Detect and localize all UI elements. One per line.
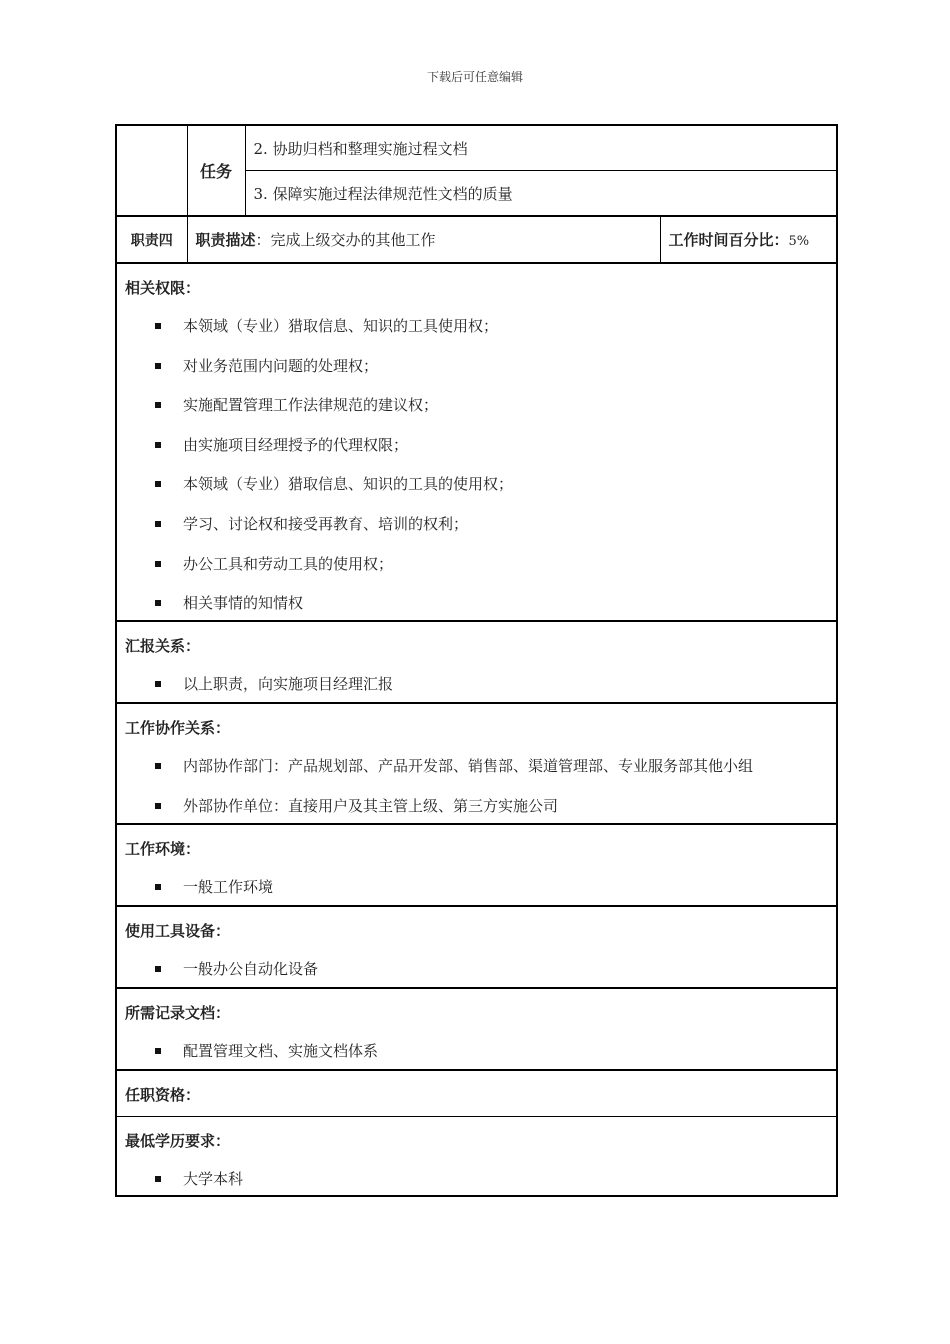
section-title: 最低学历要求： xyxy=(125,1132,231,1150)
section-title: 任职资格： xyxy=(125,1086,201,1104)
duty-desc-value: ：完成上级交办的其他工作 xyxy=(255,231,436,249)
bullet-icon xyxy=(155,763,161,769)
list-item: 学习、讨论权和接受再教育、培训的权利； xyxy=(125,504,828,544)
list-item: 本领域（专业）猎取信息、知识的工具的使用权； xyxy=(125,464,828,504)
bullet-icon xyxy=(155,561,161,567)
list-item: 内部协作部门：产品规划部、产品开发部、销售部、渠道管理部、专业服务部其他小组 xyxy=(125,746,828,786)
task-item: 2. 协助归档和整理实施过程文档 xyxy=(245,126,836,171)
bullet-icon xyxy=(155,402,161,408)
empty-cell xyxy=(117,126,187,216)
section-title: 相关权限： xyxy=(125,279,201,297)
list-item: 实施配置管理工作法律规范的建议权； xyxy=(125,385,828,425)
bullet-icon xyxy=(155,363,161,369)
list-item: 相关事情的知情权 xyxy=(125,583,828,623)
section-qualifications xyxy=(117,1071,836,1117)
duty-desc-label: 职责描述 xyxy=(195,231,256,249)
tasks-table xyxy=(117,126,836,264)
list-item: 大学本科 xyxy=(125,1159,828,1199)
list-item: 办公工具和劳动工具的使用权； xyxy=(125,544,828,584)
section-education xyxy=(117,1117,836,1197)
bullet-icon xyxy=(155,1176,161,1182)
bullet-icon xyxy=(155,442,161,448)
section-title: 使用工具设备： xyxy=(125,922,231,940)
bullet-icon xyxy=(155,600,161,606)
list-item: 对业务范围内问题的处理权； xyxy=(125,346,828,386)
header-note: 下载后可任意编辑 xyxy=(426,70,523,84)
duty-description xyxy=(187,216,660,263)
section-reporting xyxy=(117,622,836,704)
pct-value: 5% xyxy=(788,234,810,249)
section-title: 所需记录文档： xyxy=(125,1004,231,1022)
bullet-icon xyxy=(155,1048,161,1054)
pct-label: 工作时间百分比： xyxy=(668,231,789,249)
bullet-icon xyxy=(155,966,161,972)
duty-label: 职责四 xyxy=(117,216,187,263)
bullet-icon xyxy=(155,323,161,329)
list-item: 一般工作环境 xyxy=(125,867,828,907)
list-item: 本领域（专业）猎取信息、知识的工具使用权； xyxy=(125,306,828,346)
section-permissions xyxy=(117,264,836,622)
list-item: 配置管理文档、实施文档体系 xyxy=(125,1031,828,1071)
job-description-sheet xyxy=(115,124,838,1197)
tasks-label: 任务 xyxy=(187,126,245,216)
task-item: 3. 保障实施过程法律规范性文档的质量 xyxy=(245,171,836,217)
list-item: 外部协作单位：直接用户及其主管上级、第三方实施公司 xyxy=(125,786,828,826)
bullet-icon xyxy=(155,681,161,687)
list-item: 由实施项目经理授予的代理权限； xyxy=(125,425,828,465)
section-equipment xyxy=(117,907,836,989)
section-documents xyxy=(117,989,836,1071)
section-title: 汇报关系： xyxy=(125,637,201,655)
bullet-icon xyxy=(155,521,161,527)
bullet-icon xyxy=(155,884,161,890)
section-environment xyxy=(117,825,836,907)
section-title: 工作协作关系： xyxy=(125,719,231,737)
bullet-icon xyxy=(155,803,161,809)
section-title: 工作环境： xyxy=(125,840,201,858)
section-collaboration xyxy=(117,704,836,825)
bullet-icon xyxy=(155,481,161,487)
time-percentage xyxy=(660,216,836,263)
list-item: 以上职责，向实施项目经理汇报 xyxy=(125,664,828,704)
list-item: 一般办公自动化设备 xyxy=(125,949,828,989)
